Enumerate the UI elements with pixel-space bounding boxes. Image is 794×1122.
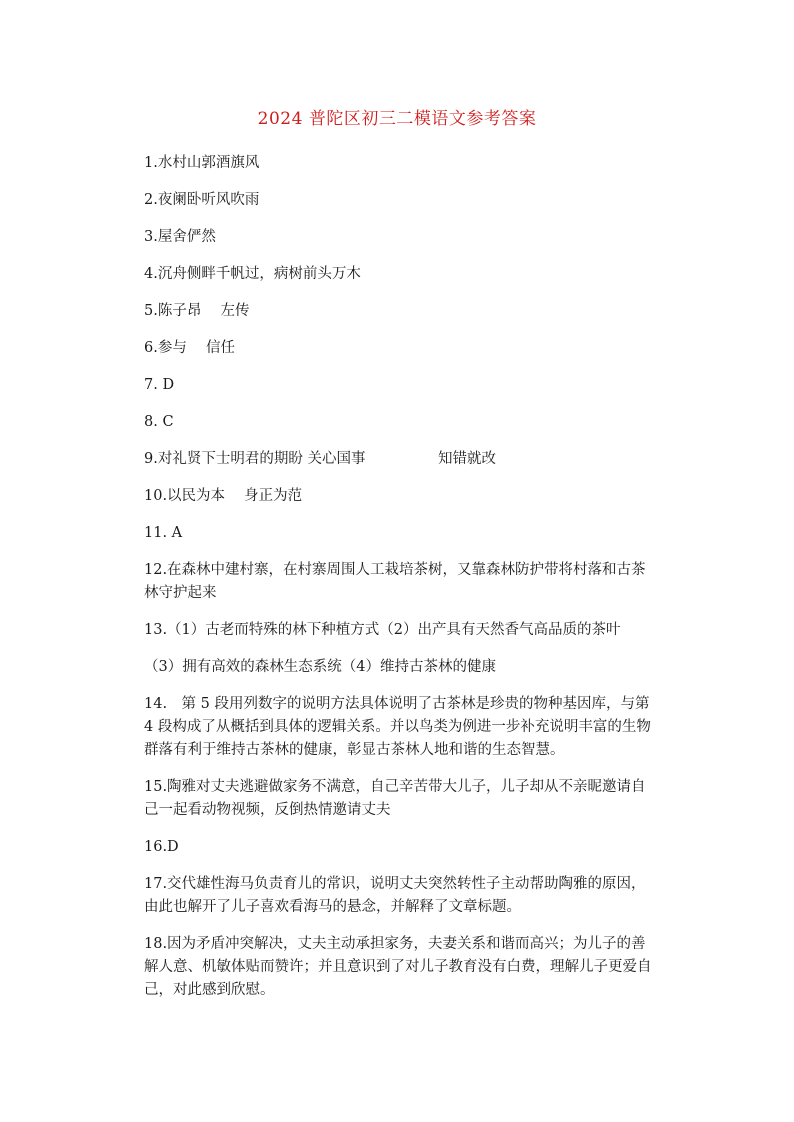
answer-6: 6.参与 信任 [144,340,235,356]
answer-list [144,152,654,1016]
answer-16: 16.D [144,839,179,855]
answer-1: 1.水村山郭酒旗风 [144,155,260,171]
answer-18: 18.因为矛盾冲突解决，丈夫主动承担家务，夫妻关系和谐而高兴；为儿子的善解人意、机敏体贴而赞许；并且意识到了对儿子教育没有白费，理解儿子更爱自己，对此感到欣慰。 [144,936,652,998]
answer-3: 3.屋舍俨然 [144,229,216,245]
answer-10: 10.以民为本 身正为范 [144,488,303,504]
answer-5: 5.陈子昂 左传 [144,303,250,319]
answer-8: 8. C [144,414,174,430]
answer-17: 17.交代雄性海马负责育儿的常识，说明丈夫突然转性子主动帮助陶雅的原因，由此也解开了儿子喜欢看海马的悬念，并解释了文章标题。 [144,876,646,915]
answer-7: 7. D [144,377,175,393]
answer-13-continued: （3）拥有高效的森林生态系统（4）维持古茶林的健康 [144,659,496,675]
answer-4: 4.沉舟侧畔千帆过，病树前头万木 [144,266,361,282]
answer-12: 12.在森林中建村寨，在村寨周围人工栽培茶树，又靠森林防护带将村落和古茶林守护起来 [144,562,646,601]
page-title: 2024 普陀区初三二模语文参考答案 [257,109,537,129]
answer-14: 14. 第 5 段用列数字的说明方法具体说明了古茶林是珍贵的物种基因库，与第 4 段构成了从概括到具体的逻辑关系。并以鸟类为例进一步补充说明丰富的生物群落有利于维持古茶林的健康，彰显古茶林人地和谐的生态智慧。 [144,696,651,758]
answer-15: 15.陶雅对丈夫逃避做家务不满意，自己辛苦带大儿子，儿子却从不亲昵邀请自己一起看动物视频，反倒热情邀请丈夫 [144,779,646,818]
answer-11: 11. A [144,525,183,541]
answer-2: 2.夜阑卧听风吹雨 [144,192,260,208]
answer-13: 13.（1）古老而特殊的林下种植方式（2）出产具有天然香气高品质的茶叶 [144,622,621,638]
answer-9: 9.对礼贤下士明君的期盼 关心国事 知错就改 [144,451,496,467]
